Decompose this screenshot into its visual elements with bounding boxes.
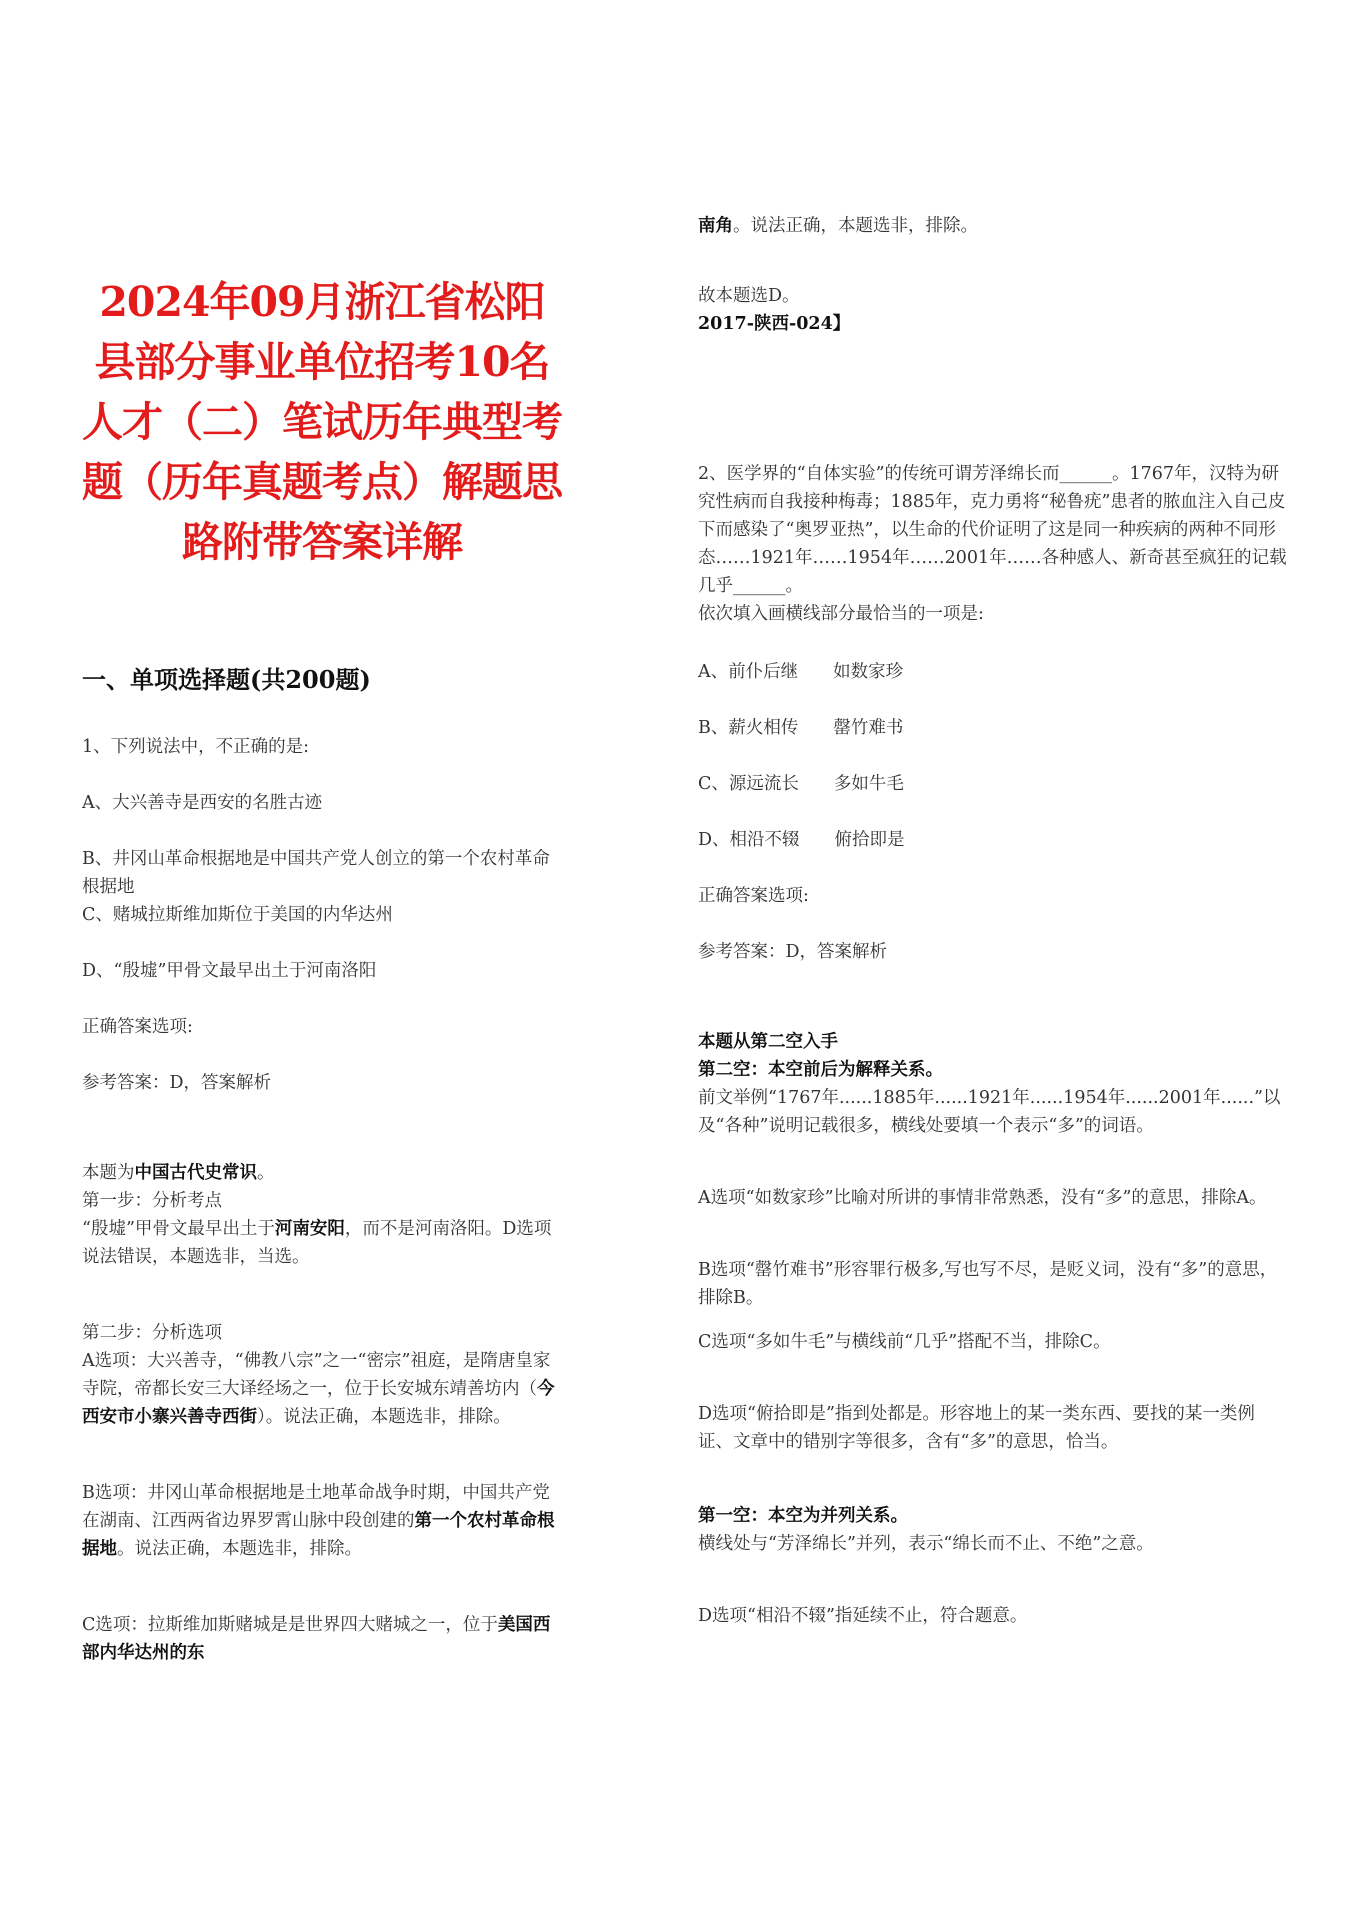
q2-stem: 2、医学界的“自体实验”的传统可谓芳泽绵长而______。1767年，汉特为研究性病而自我接种梅毒；1885年，克力勇将“秘鲁疣”患者的脓血注入自己皮下而感染了“奥罗亚热”，以生命的代价证明了这是同一种疾病的两种不同形态……1921年……1954年……2001年……各种感人、新奇甚至疯狂的记载几乎______。 [698,464,1287,596]
q2-option-d: D、相沿不辍 俯拾即是 [698,830,905,850]
q1-step1-text: “殷墟”甲骨文最早出土于河南安阳，而不是河南洛阳。D选项说法错误，本题选非，当选。 [82,1219,552,1267]
q2-blank1-text: 横线处与“芳泽绵长”并列，表示“绵长而不止、不绝”之意。 [698,1534,1154,1554]
q1-reference-answer: 参考答案：D，答案解析 [82,1073,272,1093]
q2-reference-answer: 参考答案：D，答案解析 [698,942,888,962]
q2-correct-label: 正确答案选项: [698,886,809,906]
section-heading: 一、单项选择题(共200题) [82,665,371,694]
q2-instruction: 依次填入画横线部分最恰当的一项是: [698,604,984,624]
q1-explanation-intro: 本题为中国古代史常识。 [82,1163,275,1183]
q1-option-c-analysis-continued: 南角。说法正确，本题选非，排除。 [698,216,978,236]
document-title: 2024年09月浙江省松阳县部分事业单位招考10名人才（二）笔试历年典型考题（历年真题考点）解题思路附带答案详解 [82,278,562,566]
q1-stem: 1、下列说法中，不正确的是: [82,737,310,757]
q2-explanation-heading: 本题从第二空入手 [698,1032,838,1052]
q2-final-note: D选项“相沿不辍”指延续不止，符合题意。 [698,1606,1028,1626]
q2-blank2-heading: 第二空：本空前后为解释关系。 [698,1060,943,1080]
q2-option-b-analysis: B选项“罄竹难书”形容罪行极多,写也写不尽，是贬义词，没有“多”的意思，排除B。 [698,1260,1278,1308]
q2-option-c-analysis: C选项“多如牛毛”与横线前“几乎”搭配不当，排除C。 [698,1332,1111,1352]
q2-option-a-analysis: A选项“如数家珍”比喻对所讲的事情非常熟悉，没有“多”的意思，排除A。 [698,1188,1267,1208]
q1-option-a: A、大兴善寺是西安的名胜古迹 [82,793,323,813]
q2-option-a: A、前仆后继 如数家珍 [698,662,904,682]
q2-blank2-text: 前文举例“1767年......1885年......1921年......1954年......2001年......”以及“各种”说明记载很多，横线处要填一个表示“多”的词语。 [698,1088,1281,1136]
q1-option-a-analysis: A选项：大兴善寺，“佛教八宗”之一“密宗”祖庭，是隋唐皇家寺院，帝都长安三大译经场之一，位于长安城东靖善坊内（今西安市小寨兴善寺西街）。说法正确，本题选非，排除。 [82,1351,555,1427]
q1-option-b-analysis: B选项：井冈山革命根据地是土地革命战争时期，中国共产党在湖南、江西两省边界罗霄山脉中段创建的第一个农村革命根据地。说法正确，本题选非，排除。 [82,1483,555,1559]
q1-option-c: C、赌城拉斯维加斯位于美国的内华达州 [82,905,393,925]
q1-conclusion: 故本题选D。 [698,286,800,306]
q1-option-c-analysis: C选项：拉斯维加斯赌城是是世界四大赌城之一，位于美国西部内华达州的东 [82,1615,551,1663]
q2-option-c: C、源远流长 多如牛毛 [698,774,904,794]
q2-option-b: B、薪火相传 罄竹难书 [698,718,904,738]
q1-option-b: B、井冈山革命根据地是中国共产党人创立的第一个农村革命根据地 [82,849,550,897]
q1-source: 2017-陕西-024】 [698,314,851,334]
q1-correct-label: 正确答案选项: [82,1017,193,1037]
q1-option-d: D、“殷墟”甲骨文最早出土于河南洛阳 [82,961,377,981]
q2-option-d-analysis: D选项“俯拾即是”指到处都是。形容地上的某一类东西、要找的某一类例证、文章中的错别字等很多，含有“多”的意思，恰当。 [698,1404,1255,1452]
q2-blank1-heading: 第一空：本空为并列关系。 [698,1506,908,1526]
q1-step1-heading: 第一步：分析考点 [82,1191,222,1211]
q1-step2-heading: 第二步：分析选项 [82,1323,222,1343]
